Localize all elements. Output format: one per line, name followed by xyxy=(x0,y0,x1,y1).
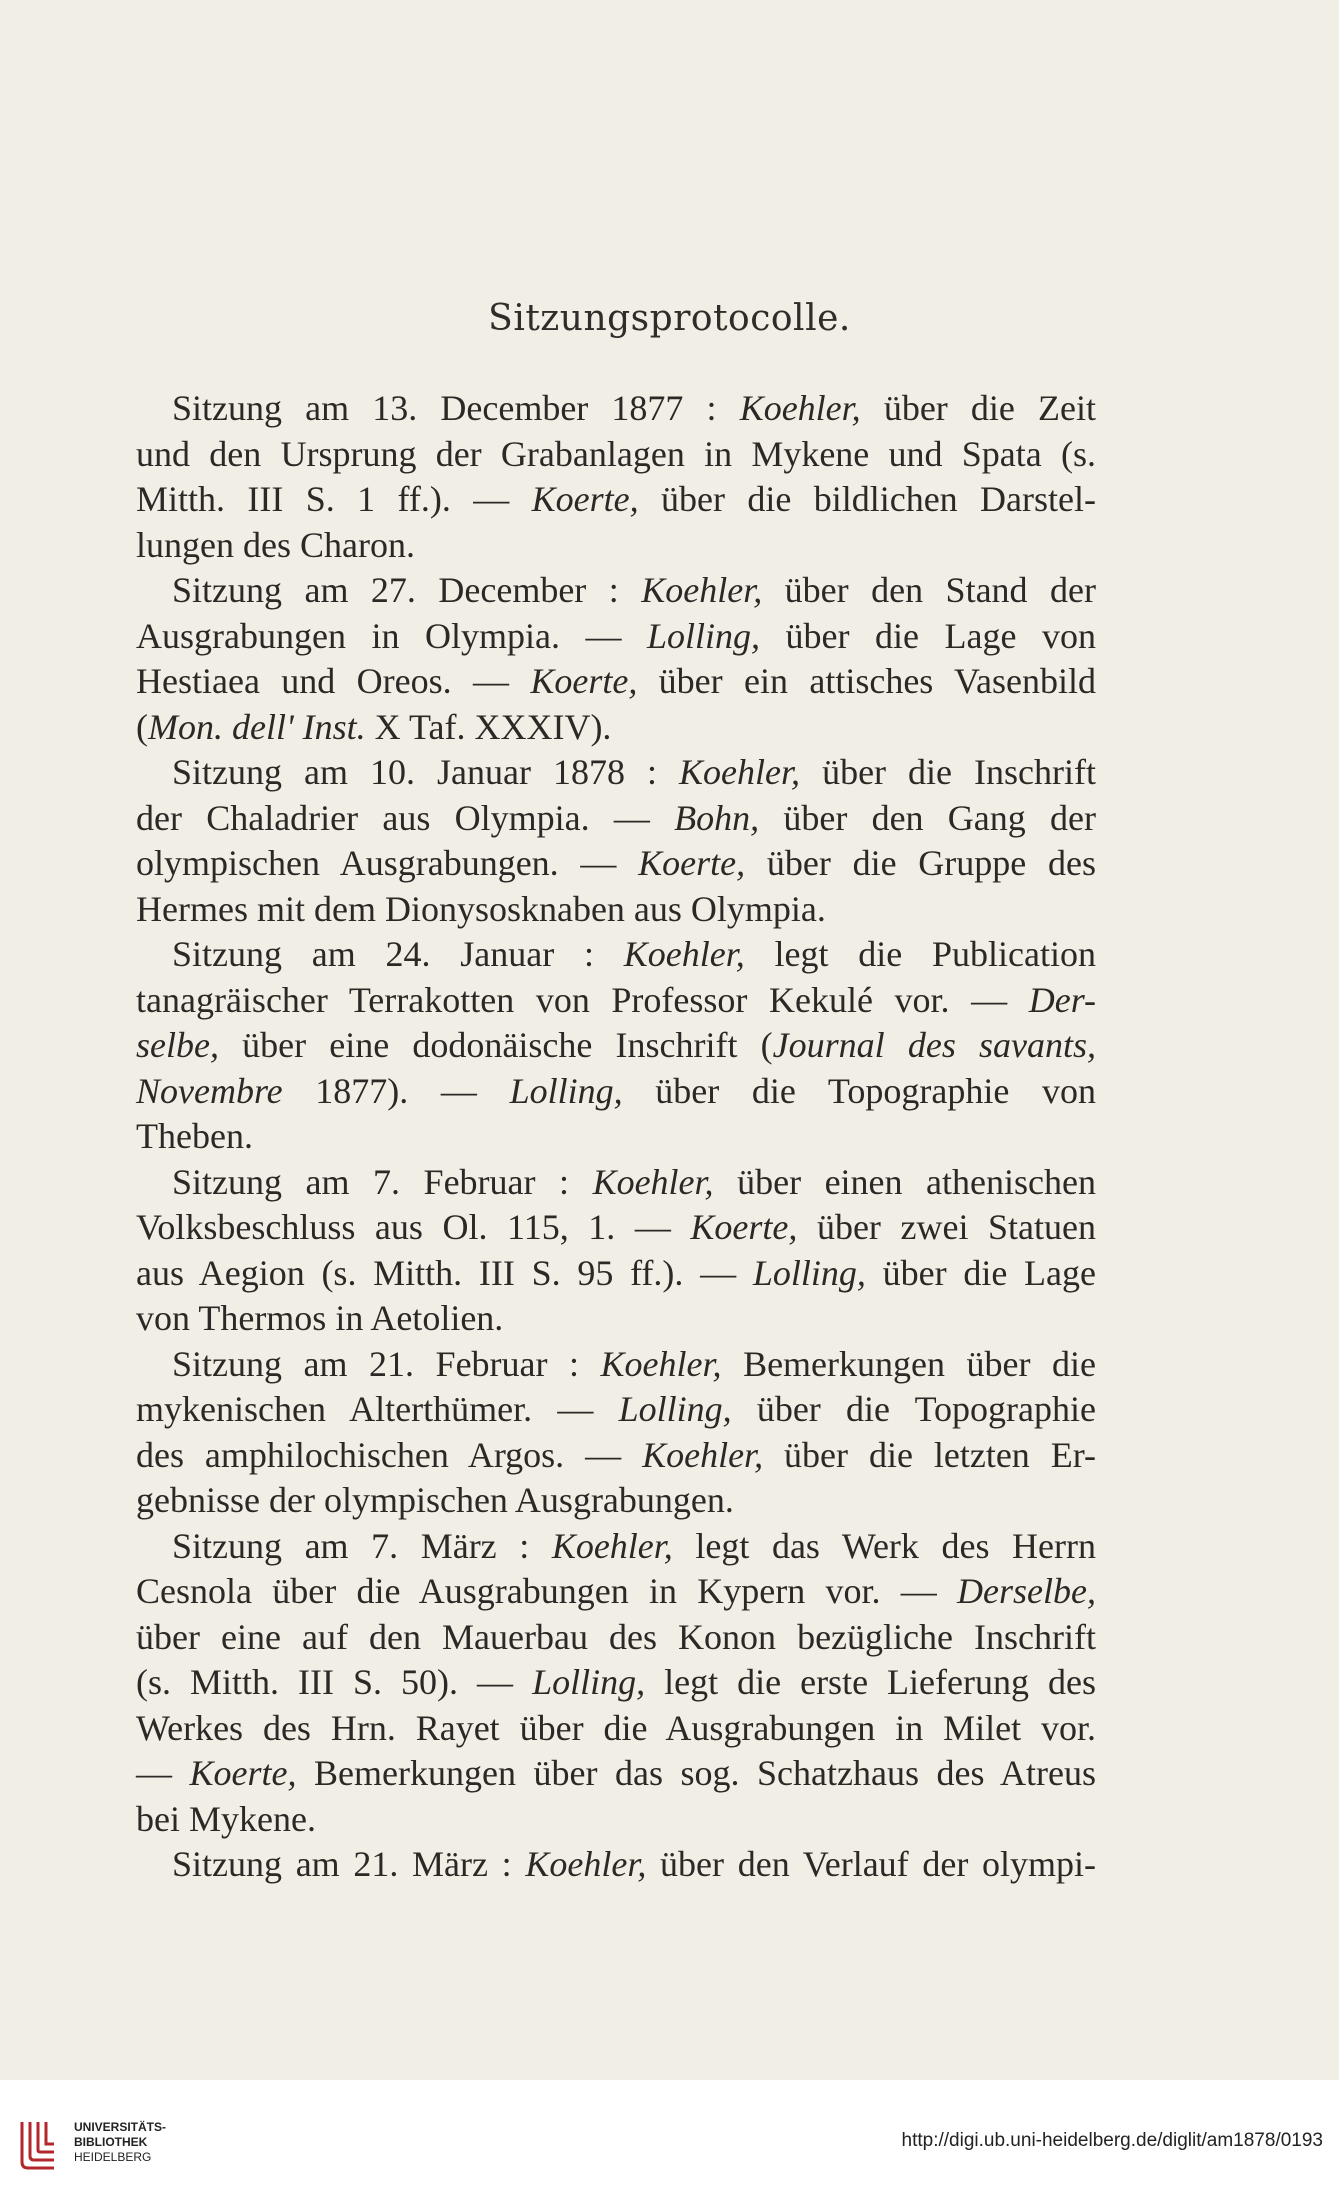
italic-name: Koerte, xyxy=(189,1753,297,1793)
text-segment: legt die erste Lieferung des xyxy=(645,1662,1096,1702)
text-line xyxy=(136,1160,1096,1206)
library-line2: BIBLIOTHEK xyxy=(74,2135,148,2149)
text-segment: über den Gang der xyxy=(759,797,1096,838)
italic-name: Koerte, xyxy=(638,843,746,883)
text-line xyxy=(136,1751,1096,1797)
text-segment: Sitzung am 7. März : xyxy=(172,1525,552,1566)
text-line xyxy=(136,1478,1096,1524)
text-segment: Sitzung am 7. Februar : xyxy=(172,1161,593,1202)
text-line xyxy=(136,1342,1096,1388)
italic-name: Koehler, xyxy=(739,388,861,428)
text-line xyxy=(136,796,1096,842)
text-segment: bei Mykene. xyxy=(136,1798,316,1839)
text-segment: Theben. xyxy=(136,1116,253,1156)
text-line xyxy=(136,1660,1096,1706)
italic-name: Koerte, xyxy=(531,479,639,519)
text-segment: Sitzung am 21. Februar : xyxy=(172,1343,601,1384)
text-segment: über einen athenischen xyxy=(713,1161,1096,1202)
text-line xyxy=(136,1205,1096,1251)
text-segment: aus Aegion (s. Mitth. III S. 95 ff.). — xyxy=(136,1252,753,1293)
italic-name: Koehler, xyxy=(679,752,801,792)
text-segment: des amphilochischen Argos. — xyxy=(136,1434,643,1475)
text-segment: (s. Mitth. III S. 50). — xyxy=(136,1662,533,1702)
library-line1: UNIVERSITÄTS- xyxy=(74,2120,167,2134)
text-segment: über die Lage xyxy=(865,1252,1096,1293)
italic-name: Koehler, xyxy=(592,1161,714,1202)
text-segment: über die Zeit xyxy=(860,388,1097,428)
italic-name: Koehler, xyxy=(525,1844,647,1884)
italic-name: Derselbe, xyxy=(957,1571,1096,1611)
text-segment: Ausgrabungen in Olympia. — xyxy=(136,615,647,656)
text-segment: mykenischen Alterthümer. — xyxy=(136,1389,619,1429)
text-segment: über die Gruppe des xyxy=(745,843,1096,883)
text-segment: Sitzung am 24. Januar : xyxy=(172,934,624,974)
text-segment: über die Topographie xyxy=(731,1389,1096,1429)
library-line3: HEIDELBERG xyxy=(74,2150,152,2164)
text-segment: X Taf. XXXIV). xyxy=(365,706,612,747)
text-segment: Sitzung am 27. December : xyxy=(172,570,642,610)
text-line xyxy=(136,523,1096,569)
italic-name: Mon. dell' Inst. xyxy=(148,706,366,747)
protocol-text xyxy=(136,386,1096,1888)
text-segment: Sitzung am 13. December 1877 : xyxy=(172,388,740,428)
text-segment: legt das Werk des Herrn xyxy=(672,1525,1096,1566)
italic-name: Novembre xyxy=(136,1070,283,1111)
text-segment: über den Verlauf der olympi- xyxy=(646,1844,1096,1884)
text-segment: Werkes des Hrn. Rayet über die Ausgrabungen in Milet vor. xyxy=(136,1707,1096,1748)
text-line xyxy=(136,705,1096,751)
library-logo-icon xyxy=(14,2116,64,2174)
text-segment: Hermes mit dem Dionysosknaben aus Olympia. xyxy=(136,888,826,929)
text-segment: der Chaladrier aus Olympia. — xyxy=(136,797,675,838)
text-line xyxy=(136,477,1096,523)
italic-name: Lolling, xyxy=(752,1252,866,1293)
text-segment: über eine auf den Mauerbau des Konon bezügliche Inschrift xyxy=(136,1616,1096,1657)
text-line xyxy=(136,1069,1096,1115)
text-line xyxy=(136,841,1096,887)
library-name xyxy=(74,2120,166,2165)
text-segment: Bemerkungen über das sog. Schatzhaus des Atreus xyxy=(296,1753,1097,1793)
text-segment: über die letzten Er- xyxy=(763,1434,1097,1475)
text-segment: über den Stand der xyxy=(762,570,1096,610)
text-segment: über die Lage von xyxy=(760,615,1096,656)
text-line xyxy=(136,1842,1096,1888)
source-url[interactable]: http://digi.ub.uni-heidelberg.de/diglit/am1878/0193 xyxy=(901,2130,1323,2151)
text-segment: legt die Publication xyxy=(744,934,1096,974)
text-segment: von Thermos in Aetolien. xyxy=(136,1298,504,1338)
italic-name: Koehler, xyxy=(623,934,745,974)
text-line xyxy=(136,932,1096,978)
italic-name: Koerte, xyxy=(690,1207,798,1247)
text-line xyxy=(136,750,1096,796)
text-line xyxy=(136,1296,1096,1342)
text-segment: 1877). — xyxy=(282,1070,510,1111)
text-segment: über ein attisches Vasenbild xyxy=(637,661,1096,701)
text-segment: ( xyxy=(136,706,148,747)
text-segment: Volksbeschluss aus Ol. 115, 1. — xyxy=(136,1207,691,1247)
italic-name: Koerte, xyxy=(530,661,638,701)
italic-name: Koehler, xyxy=(642,1434,764,1475)
text-line xyxy=(136,1569,1096,1615)
italic-name: Lolling, xyxy=(647,615,761,656)
text-line xyxy=(136,568,1096,614)
text-segment: über zwei Statuen xyxy=(797,1207,1096,1247)
italic-name: Koehler, xyxy=(641,570,763,610)
page-title: Sitzungsprotocolle. xyxy=(488,298,851,339)
text-line xyxy=(136,1615,1096,1661)
italic-name: Journal des savants, xyxy=(772,1025,1096,1065)
text-segment: und den Ursprung der Grabanlagen in Mykene und Spata (s. xyxy=(136,433,1096,474)
text-line xyxy=(136,386,1096,432)
text-line xyxy=(136,1023,1096,1069)
text-segment: Hestiaea und Oreos. — xyxy=(136,661,531,701)
italic-name: Lolling, xyxy=(618,1389,732,1429)
text-segment: über die Topographie von xyxy=(622,1070,1096,1111)
text-line xyxy=(136,659,1096,705)
text-segment: Bemerkungen über die xyxy=(721,1343,1096,1384)
text-line xyxy=(136,614,1096,660)
italic-name: Koehler, xyxy=(600,1343,722,1384)
text-segment: lungen des Charon. xyxy=(136,524,415,565)
text-line xyxy=(136,1433,1096,1479)
text-segment: über die Inschrift xyxy=(800,752,1096,792)
text-line xyxy=(136,887,1096,933)
text-line xyxy=(136,1797,1096,1843)
text-segment: gebnisse der olympischen Ausgrabungen. xyxy=(136,1480,734,1520)
text-segment: Sitzung am 10. Januar 1878 : xyxy=(172,752,680,792)
text-segment: über eine dodonäische Inschrift ( xyxy=(218,1025,773,1065)
text-segment: Sitzung am 21. März : xyxy=(172,1844,526,1884)
text-segment: über die bildlichen Darstel- xyxy=(638,479,1096,519)
text-line xyxy=(136,1387,1096,1433)
text-line xyxy=(136,1524,1096,1570)
text-line xyxy=(136,1251,1096,1297)
italic-name: Lolling, xyxy=(532,1662,646,1702)
text-line xyxy=(136,978,1096,1024)
text-segment: olympischen Ausgrabungen. — xyxy=(136,843,639,883)
text-segment: Mitth. III S. 1 ff.). — xyxy=(136,479,532,519)
text-line xyxy=(136,1114,1096,1160)
text-segment: Cesnola über die Ausgrabungen in Kypern vor. — xyxy=(136,1571,958,1611)
text-segment: tanagräischer Terrakotten von Professor Kekulé vor. — xyxy=(136,979,1029,1020)
text-segment: — xyxy=(136,1753,190,1793)
italic-name: Bohn, xyxy=(674,797,760,838)
text-line xyxy=(136,1706,1096,1752)
italic-name: Koehler, xyxy=(551,1525,673,1566)
text-line xyxy=(136,432,1096,478)
italic-name: Der- xyxy=(1028,979,1096,1020)
italic-name: Lolling, xyxy=(509,1070,623,1111)
italic-name: selbe, xyxy=(136,1025,219,1065)
